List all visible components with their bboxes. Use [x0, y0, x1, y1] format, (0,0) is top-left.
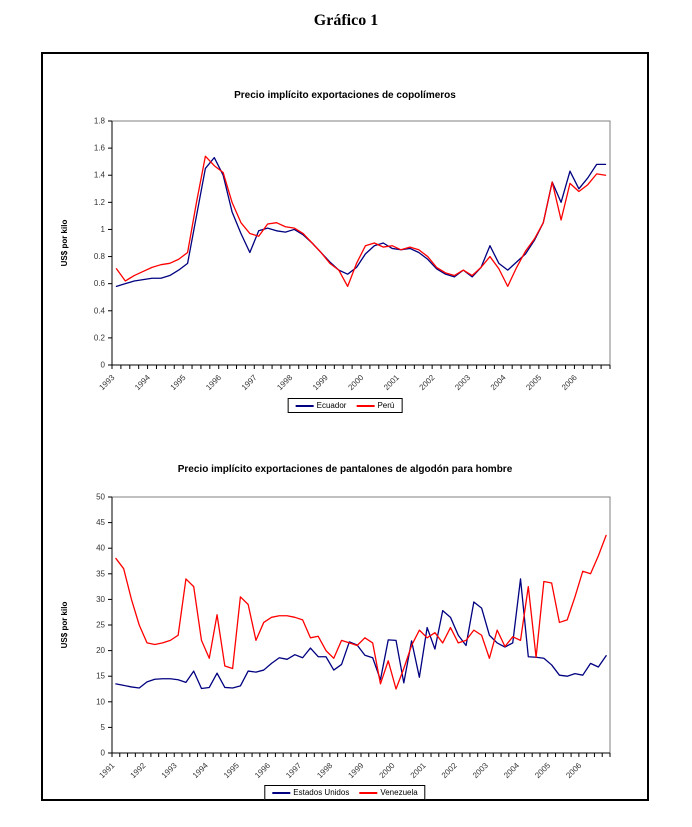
- y-tick-label: 1.6: [93, 143, 105, 153]
- x-year-label: 2006: [559, 373, 579, 392]
- venezuela-line: [116, 535, 606, 689]
- y-tick-label: 20: [96, 646, 105, 656]
- x-year-label: 1994: [190, 761, 210, 780]
- x-year-label: 2000: [346, 373, 366, 392]
- y-tick-label: 15: [96, 671, 105, 681]
- copolimeros-chart: [43, 114, 647, 394]
- x-year-label: 1996: [204, 373, 224, 392]
- y-tick-label: 1.8: [93, 116, 105, 126]
- x-year-label: 2003: [453, 373, 473, 392]
- y-tick-label: 25: [96, 620, 105, 630]
- copolimeros-chart-title: Precio implícito exportaciones de copolímeros: [234, 90, 456, 101]
- x-year-label: 2002: [417, 373, 437, 392]
- x-year-label: 2001: [408, 761, 428, 780]
- y-tick-label: 50: [96, 492, 105, 502]
- y-tick-label: 40: [96, 543, 105, 553]
- x-year-label: 1999: [346, 761, 366, 780]
- x-year-label: 1993: [97, 373, 117, 392]
- y-tick-label: 1.2: [93, 197, 105, 207]
- y-tick-label: 5: [100, 722, 105, 732]
- ecuador-line-swatch-icon: [296, 405, 314, 407]
- x-year-label: 2001: [382, 373, 401, 392]
- figure-box: [41, 52, 649, 801]
- x-year-label: 2000: [377, 761, 397, 780]
- legend-label: Estados Unidos: [293, 788, 350, 797]
- pantalones-legend: [264, 785, 425, 800]
- y-tick-label: 0.6: [93, 279, 105, 289]
- x-year-label: 1996: [253, 761, 273, 780]
- x-year-label: 1997: [284, 761, 304, 780]
- y-tick-label: 1.4: [93, 170, 105, 180]
- legend-item-peru: [356, 401, 394, 410]
- estados-unidos-line: [116, 579, 606, 689]
- x-year-label: 1994: [133, 373, 152, 392]
- x-year-label: 2005: [533, 761, 553, 780]
- y-axis-title: US$ por kilo: [60, 601, 69, 649]
- x-year-label: 1992: [128, 761, 148, 780]
- x-year-label: 1993: [159, 761, 179, 780]
- y-tick-label: 0.8: [93, 252, 105, 262]
- y-tick-label: 0: [100, 748, 105, 758]
- x-year-label: 2002: [439, 761, 459, 780]
- pantalones-chart: [43, 490, 647, 782]
- x-year-label: 1995: [168, 373, 188, 392]
- legend-label: Perú: [377, 401, 395, 410]
- peru-line-swatch-icon: [356, 405, 374, 407]
- x-year-label: 1999: [310, 373, 330, 392]
- estados-unidos-line-swatch-icon: [272, 792, 290, 794]
- y-tick-label: 0: [100, 360, 105, 370]
- x-year-label: 2003: [470, 761, 490, 780]
- legend-label: Venezuela: [380, 788, 418, 797]
- y-axis-title: US$ por kilo: [60, 219, 69, 267]
- x-year-label: 1998: [315, 761, 335, 780]
- x-year-label: 2004: [488, 373, 508, 392]
- y-tick-label: 35: [96, 569, 105, 579]
- x-year-label: 2005: [524, 373, 544, 392]
- copolimeros-legend: [288, 398, 403, 413]
- ecuador-line: [116, 158, 605, 287]
- x-year-label: 1998: [275, 373, 295, 392]
- peru-line: [116, 156, 605, 286]
- y-tick-label: 0.4: [93, 306, 105, 316]
- y-tick-label: 10: [96, 697, 105, 707]
- legend-label: Ecuador: [316, 401, 347, 410]
- y-tick-label: 45: [96, 518, 105, 528]
- x-year-label: 1995: [221, 761, 241, 780]
- plot-frame: [112, 121, 610, 365]
- figure-title: Gráfico 1: [313, 12, 379, 29]
- y-tick-label: 1: [100, 224, 105, 234]
- legend-item-estados-unidos: [272, 788, 349, 797]
- legend-item-venezuela: [359, 788, 417, 797]
- x-year-label: 1997: [239, 373, 259, 392]
- x-year-label: 2004: [502, 761, 522, 780]
- y-tick-label: 0.2: [93, 333, 105, 343]
- pantalones-chart-title: Precio implícito exportaciones de pantalones de algodón para hombre: [177, 464, 513, 475]
- legend-item-ecuador: [296, 401, 347, 410]
- venezuela-line-swatch-icon: [359, 792, 377, 794]
- x-year-label: 2006: [564, 761, 584, 780]
- y-tick-label: 30: [96, 594, 105, 604]
- x-year-label: 1991: [97, 761, 117, 780]
- plot-frame: [112, 497, 610, 753]
